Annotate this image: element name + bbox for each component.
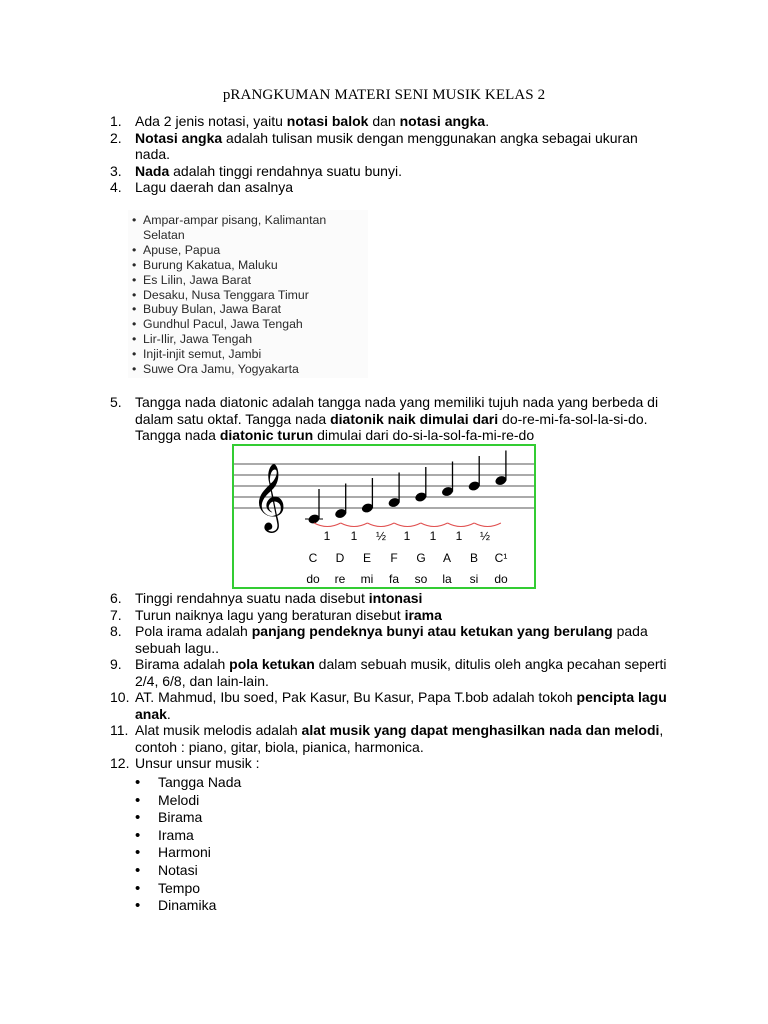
song-item: • Es Lilin, Jawa Barat	[132, 273, 368, 288]
staff-notes	[305, 451, 508, 525]
note-letter: B	[469, 551, 479, 565]
interval-slur	[314, 523, 341, 527]
list-item-3: 3. Nada adalah tinggi rendahnya suatu bunyi.	[110, 162, 402, 179]
item-number: 4.	[110, 179, 122, 195]
interval-slurs	[314, 523, 501, 527]
interval-label: ½	[479, 529, 491, 543]
list-item-11: 11. Alat musik melodis adalah alat musik yang dapat menghasilkan nada dan melodi, contoh : piano, gitar, biola, pianica, harmonica.	[110, 722, 664, 755]
note-letter: C	[308, 551, 318, 565]
note-letters	[309, 551, 508, 565]
item-number: 5.	[110, 394, 122, 410]
numbered-list-top	[110, 113, 680, 196]
song-item: • Suwe Ora Jamu, Yogyakarta	[132, 362, 368, 377]
bullet-item: • Irama	[135, 827, 435, 845]
list-item-4: 4. Lagu daerah dan asalnya	[110, 179, 294, 195]
song-item: • Injit-injit semut, Jambi	[132, 347, 368, 362]
interval-slur	[367, 523, 394, 527]
bullet-item: • Tempo	[135, 880, 435, 898]
solfege-syllable: mi	[360, 572, 374, 586]
solfege-syllable: re	[334, 572, 346, 586]
interval-slur	[474, 523, 501, 527]
interval-label: 1	[429, 529, 437, 543]
song-item: • Desaku, Nusa Tenggara Timur	[132, 288, 368, 303]
solfege-syllable: si	[469, 572, 479, 586]
solfege-syllable: fa	[388, 572, 400, 586]
interval-labels	[324, 529, 490, 543]
staff-svg	[234, 446, 534, 587]
treble-clef-icon: 𝄞	[252, 462, 287, 530]
song-item: • Lir-Ilir, Jawa Tengah	[132, 332, 368, 347]
interval-slur	[448, 523, 475, 527]
bullet-item: • Dinamika	[135, 897, 435, 915]
list-item-12: 12. Unsur unsur musik :	[110, 755, 260, 771]
document-title: pRANGKUMAN MATERI SENI MUSIK KELAS 2	[222, 87, 546, 103]
bullet-item: • Harmoni	[135, 844, 435, 862]
numbered-list-item-5	[110, 394, 680, 444]
item-number: 9.	[110, 656, 122, 672]
solfege-syllable: la	[442, 572, 452, 586]
interval-label: 1	[350, 529, 358, 543]
item-number: 10.	[110, 689, 130, 705]
list-item-9: 9. Birama adalah pola ketukan dalam sebuah musik, ditulis oleh angka pecahan seperti 2/4, 6/8, dan lain-lain.	[110, 656, 667, 689]
bullet-item: • Notasi	[135, 862, 435, 880]
interval-label: 1	[323, 529, 331, 543]
interval-slur	[394, 523, 421, 527]
note-letter: D	[335, 551, 345, 565]
item-number: 3.	[110, 162, 122, 179]
list-item-2: 2. Notasi angka adalah tulisan musik dengan menggunakan angka sebagai ukuran nada.	[110, 129, 638, 162]
regional-songs-image	[128, 210, 368, 378]
interval-slur	[341, 523, 368, 527]
song-item: • Gundhul Pacul, Jawa Tengah	[132, 317, 368, 332]
note-letter: E	[362, 551, 372, 565]
song-item: • Bubuy Bulan, Jawa Barat	[132, 302, 368, 317]
item-number: 2.	[110, 129, 122, 146]
note-letter: F	[390, 551, 398, 565]
music-elements-list	[135, 774, 435, 915]
solfege-syllable: so	[414, 572, 428, 586]
list-item-5: 5. Tangga nada diatonic adalah tangga nada yang memiliki tujuh nada yang berbeda di dalam satu oktaf. Tangga nada diatonik naik dimulai dari do-re-mi-fa-sol-la-si-do. Tangga nada diatonic turun dimulai dari do-si-la-sol-fa-mi-re-do	[110, 394, 659, 443]
song-item: • Burung Kakatua, Maluku	[132, 258, 368, 273]
item-number: 11.	[110, 722, 129, 738]
list-item-7: 7. Turun naiknya lagu yang beraturan disebut irama	[110, 606, 442, 623]
bullet-item: • Tangga Nada	[135, 774, 435, 792]
solfege-syllable: do	[494, 572, 508, 586]
list-item-6: 6. Tinggi rendahnya suatu nada disebut intonasi	[110, 590, 423, 606]
song-item-continuation: Selatan	[143, 227, 185, 242]
interval-slur	[421, 523, 448, 527]
note-letter: A	[442, 551, 452, 565]
interval-label: ½	[375, 529, 387, 543]
interval-label: 1	[403, 529, 411, 543]
diatonic-scale-figure	[232, 444, 536, 589]
note-letter: G	[416, 551, 426, 565]
list-item-8: 8. Pola irama adalah panjang pendeknya bunyi atau ketukan yang berulang pada sebuah lagu..	[110, 623, 648, 656]
list-item-1: 1. Ada 2 jenis notasi, yaitu notasi balok dan notasi angka.	[110, 113, 490, 129]
item-number: 1.	[110, 113, 122, 129]
song-item: • Ampar-ampar pisang, Kalimantan	[132, 213, 368, 228]
bullet-item: • Birama	[135, 809, 435, 827]
item-number: 7.	[110, 606, 122, 623]
item-number: 12.	[110, 755, 130, 771]
interval-label: 1	[455, 529, 463, 543]
solfege-syllable: do	[306, 572, 320, 586]
list-item-10: 10. AT. Mahmud, Ibu soed, Pak Kasur, Bu Kasur, Papa T.bob adalah tokoh pencipta lagu anak.	[110, 689, 667, 722]
numbered-list-bottom	[110, 590, 680, 772]
solfege-syllables	[306, 572, 508, 586]
item-number: 8.	[110, 623, 122, 639]
item-number: 6.	[110, 590, 122, 606]
bullet-item: • Melodi	[135, 792, 435, 810]
note-letter: C¹	[494, 551, 508, 565]
song-item: • Apuse, Papua	[132, 243, 368, 258]
